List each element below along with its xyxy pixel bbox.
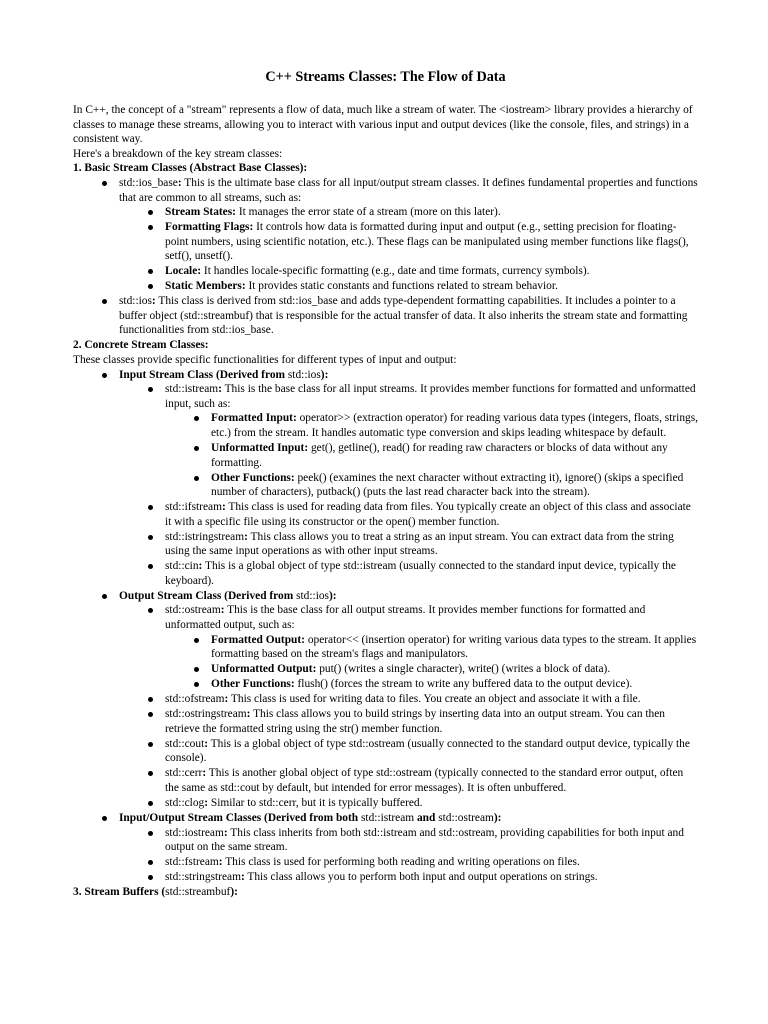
ostream-sublist xyxy=(165,633,698,692)
group-label: Input Stream Class (Derived from xyxy=(119,368,288,381)
bullet-icon xyxy=(148,712,153,717)
term-separator: : xyxy=(223,826,228,839)
list-item-ifstream xyxy=(119,500,698,529)
list-item xyxy=(119,264,698,279)
item-text: This is the base class for all output streams. It provides member functions for formatted and unformatted output, such as: xyxy=(165,604,646,632)
list-item-ofstream xyxy=(119,692,698,707)
list-item xyxy=(119,205,698,220)
class-name: std::ios_base xyxy=(119,176,178,189)
list-item xyxy=(165,677,698,692)
list-item xyxy=(165,633,698,662)
bullet-icon xyxy=(102,816,107,821)
item-text: This class allows you to build strings by inserting data into an output stream. You can then retrieve the formatted string using the str() member function. xyxy=(165,708,665,735)
bullet-icon xyxy=(102,373,107,378)
item-text: It manages the error state of a stream (more on this later). xyxy=(235,206,501,219)
list-item-istream xyxy=(119,382,698,500)
list-item xyxy=(119,220,698,264)
bullet-icon xyxy=(148,831,153,836)
group-label-end: ): xyxy=(329,589,337,602)
list-item-cout xyxy=(119,737,698,766)
class-name: std::fstream xyxy=(165,856,219,869)
bullet-icon xyxy=(148,535,153,540)
bullet-icon xyxy=(194,667,199,672)
list-item xyxy=(165,441,698,470)
list-item-cin xyxy=(119,559,698,588)
item-term: Formatting Flags: xyxy=(165,221,254,234)
class-name: std::istream xyxy=(165,383,219,396)
bullet-icon xyxy=(148,269,153,274)
item-text: Similar to std::cerr, but it is typically buffered. xyxy=(208,796,423,809)
group-label-and: and xyxy=(414,811,439,824)
bullet-icon xyxy=(194,416,199,421)
class-name: std::clog xyxy=(165,796,205,809)
item-text: It controls how data is formatted during input and output (e.g., setting precision for floating-point numbers, using scientific notation, etc.). These flags can be manipulated using member functions like flags(), setf(), unsetf(). xyxy=(165,221,689,263)
item-text: This is a global object of type std::istream (usually connected to the standard input device, typically the keyboard). xyxy=(165,560,676,587)
bullet-icon xyxy=(194,638,199,643)
list-item-istringstream xyxy=(119,530,698,559)
section-1-heading: 1. Basic Stream Classes (Abstract Base Classes): xyxy=(73,162,308,175)
term-separator: : xyxy=(240,871,245,884)
group-label: Input/Output Stream Classes (Derived from both xyxy=(119,811,361,824)
io-sublist xyxy=(119,826,698,885)
class-name: std::ifstream xyxy=(165,501,222,514)
bullet-icon xyxy=(148,697,153,702)
intro-paragraph: In C++, the concept of a "stream" represents a flow of data, much like a stream of water. The <iostream> library provides a hierarchy of classes to manage these streams, allowing you to interact with various input and output devices (like the console, files, and strings) in a consistent way. xyxy=(73,104,693,146)
list-item-io-stream xyxy=(73,811,698,885)
group-label: Output Stream Class (Derived from xyxy=(119,589,297,602)
bullet-icon xyxy=(102,299,107,304)
list-item-input-stream xyxy=(73,368,698,589)
bullet-icon xyxy=(194,446,199,451)
item-text: This class is used for performing both reading and writing operations on files. xyxy=(222,856,580,869)
term-separator: : xyxy=(177,176,182,189)
list-item xyxy=(119,279,698,294)
class-name: std::cin xyxy=(165,560,199,573)
item-text: This is a global object of type std::ostream (usually connected to the standard output device, typically the console). xyxy=(165,737,690,765)
bullet-icon xyxy=(148,284,153,289)
term-separator: : xyxy=(204,737,209,750)
class-name: std::cerr xyxy=(165,767,203,780)
page-title: C++ Streams Classes: The Flow of Data xyxy=(265,69,506,85)
item-term: Other Functions: xyxy=(211,678,295,691)
item-term: Locale: xyxy=(165,265,202,278)
item-text: This is another global object of type std::ostream (typically connected to the standard error output, often the same as std::cout by default, but intended for error messages). It is often unbuffered. xyxy=(165,767,684,794)
bullet-icon xyxy=(148,505,153,510)
section-3-heading xyxy=(73,885,698,900)
item-text: This is the ultimate base class for all input/output stream classes. It defines fundamental properties and functions that are common to all streams, such as: xyxy=(119,176,698,204)
section-1-list xyxy=(73,176,698,338)
bullet-icon xyxy=(102,594,107,599)
item-term: Formatted Output: xyxy=(211,633,305,646)
term-separator: : xyxy=(198,560,203,573)
input-sublist xyxy=(119,382,698,588)
bullet-icon xyxy=(148,801,153,806)
class-name: std::stringstream xyxy=(165,871,241,884)
item-text: This class is derived from std::ios_base and adds type-dependent formatting capabilities. It includes a pointer to a buffer object (std::streambuf) that is responsible for the actual transfer of data. It also inherits the stream state and formatting functionalities from std::ios_base. xyxy=(119,295,688,337)
term-separator: : xyxy=(218,383,222,396)
item-text: It handles locale-specific formatting (e.g., date and time formats, currency symbols). xyxy=(201,265,590,278)
term-separator: : xyxy=(220,604,225,617)
item-term: Stream States: xyxy=(165,206,236,219)
list-item xyxy=(165,662,698,677)
term-separator: : xyxy=(246,708,251,721)
group-label-end: ): xyxy=(493,811,502,824)
list-item-fstream xyxy=(119,855,698,870)
section-3-heading-end: ): xyxy=(230,886,238,899)
section-2-list xyxy=(73,368,698,885)
list-item-iostream xyxy=(119,826,698,855)
list-item xyxy=(165,411,698,440)
list-item-stringstream xyxy=(119,870,698,885)
item-text: This class is used for reading data from files. You typically create an object of this class and associate it with a specific file using its constructor or the open() member function. xyxy=(165,501,691,528)
term-separator: : xyxy=(151,295,156,308)
bullet-icon xyxy=(148,387,153,392)
term-separator: : xyxy=(202,767,207,780)
term-separator: : xyxy=(224,693,229,706)
item-term: Unformatted Output: xyxy=(211,663,317,676)
class-name: std::ostream xyxy=(165,604,221,617)
item-term: Unformatted Input: xyxy=(211,442,309,454)
bullet-icon xyxy=(148,564,153,569)
bullet-icon xyxy=(148,742,153,747)
bullet-icon xyxy=(148,225,153,230)
list-item-ostringstream xyxy=(119,707,698,736)
breakdown-line: Here's a breakdown of the key stream classes: xyxy=(73,147,283,160)
output-sublist xyxy=(119,603,698,810)
class-name: std::ostringstream xyxy=(165,708,247,721)
term-separator: : xyxy=(218,856,223,869)
item-text: peek() (examines the next character without extracting it), ignore() (skips a specified number of characters), putback() (puts the last read character back into the stream). xyxy=(211,471,684,499)
item-term: Formatted Input: xyxy=(211,412,297,425)
bullet-icon xyxy=(194,682,199,687)
section-2-intro: These classes provide specific functionalities for different types of input and output: xyxy=(73,354,457,367)
bullet-icon xyxy=(102,181,107,186)
bullet-icon xyxy=(148,771,153,776)
group-label-class: std::ostream xyxy=(438,811,494,824)
bullet-icon xyxy=(148,210,153,215)
bullet-icon xyxy=(194,476,199,481)
list-item-ios xyxy=(73,294,698,338)
item-text: put() (writes a single character), write() (writes a block of data). xyxy=(316,663,611,676)
item-text: operator<< (insertion operator) for writing various data types to the stream. It applies formatting based on the stream's flags and manipulators. xyxy=(211,633,697,661)
group-label-class: std::ios xyxy=(296,589,329,602)
class-name: std::iostream xyxy=(165,826,224,839)
item-text: This class inherits from both std::istream and std::ostream, providing capabilities for both input and output on the same stream. xyxy=(165,826,684,854)
group-label-class: std::ios xyxy=(287,368,321,381)
group-label-class: std::istream xyxy=(360,811,415,824)
term-separator: : xyxy=(244,530,248,543)
class-name: std::istringstream xyxy=(165,530,245,543)
section-3-heading-bold: 3. Stream Buffers ( xyxy=(73,886,166,899)
list-item-ios-base xyxy=(73,176,698,294)
list-item xyxy=(165,471,698,500)
class-name: std::cout xyxy=(165,737,205,750)
term-separator: : xyxy=(204,796,209,809)
list-item-output-stream xyxy=(73,589,698,811)
bullet-icon xyxy=(148,875,153,880)
section-3-heading-class: std::streambuf xyxy=(165,886,231,899)
section-2-heading: 2. Concrete Stream Classes: xyxy=(73,339,209,352)
item-text: flush() (forces the stream to write any buffered data to the output device). xyxy=(294,678,633,691)
item-text: This class is used for writing data to files. You create an object and associate it with a file. xyxy=(228,693,641,706)
item-term: Other Functions: xyxy=(211,471,295,484)
istream-sublist xyxy=(165,411,698,499)
group-label-end: ): xyxy=(320,368,329,381)
item-text: This is the base class for all input streams. It provides member functions for formatted and unformatted input, such as: xyxy=(165,383,696,410)
class-name: std::ofstream xyxy=(165,693,225,706)
list-item-cerr xyxy=(119,766,698,795)
item-text: This class allows you to perform both input and output operations on strings. xyxy=(244,871,598,884)
item-text: This class allows you to treat a string as an input stream. You can extract data from the string using the same input operations as with other input streams. xyxy=(165,530,674,558)
list-item-ostream xyxy=(119,603,698,691)
item-text: It provides static constants and functions related to stream behavior. xyxy=(245,280,558,293)
term-separator: : xyxy=(221,501,226,514)
item-term: Static Members: xyxy=(165,280,246,293)
item-text: get(), getline(), read() for reading raw characters or blocks of data without any formatting. xyxy=(211,442,668,469)
item-text: operator>> (extraction operator) for reading various data types (integers, floats, strings, etc.) from the stream. It handles automatic type conversion and skips leading whitespace by default. xyxy=(211,412,699,440)
list-item-clog xyxy=(119,796,698,811)
bullet-icon xyxy=(148,860,153,865)
ios-base-sublist xyxy=(119,205,698,294)
bullet-icon xyxy=(148,608,153,613)
class-name: std::ios xyxy=(119,295,152,308)
